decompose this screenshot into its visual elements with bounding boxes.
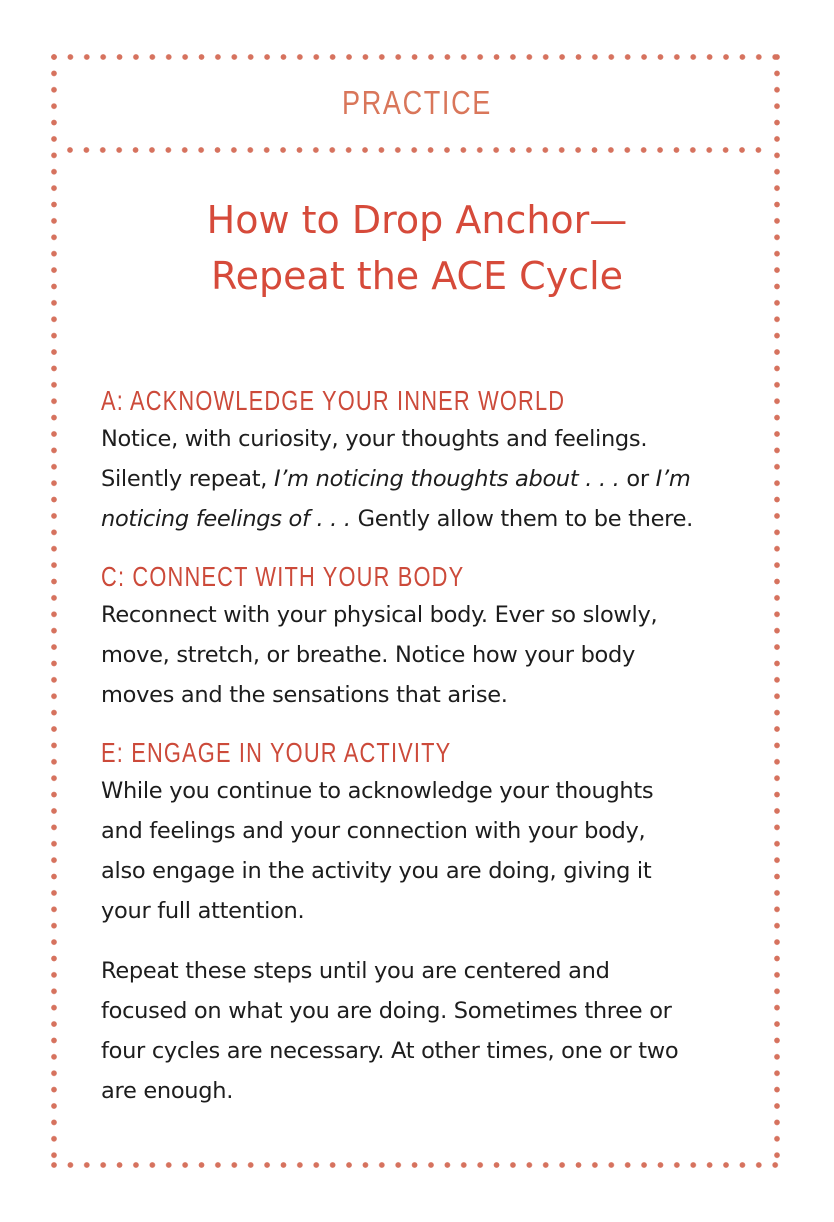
border-separator <box>67 147 769 153</box>
section-heading: E: ENGAGE IN YOUR ACTIVITY <box>101 737 452 768</box>
title-line: Repeat the ACE Cycle <box>210 254 624 298</box>
body-line: While you continue to acknowledge your thoughts <box>101 778 654 804</box>
italic-phrase: noticing feelings of . . . <box>101 506 351 532</box>
italic-phrase: I’m noticing thoughts about . . . <box>273 466 620 492</box>
body-line: four cycles are necessary. At other times, one or two <box>101 1038 679 1064</box>
border-bottom <box>51 1162 785 1168</box>
section-heading: C: CONNECT WITH YOUR BODY <box>101 561 465 592</box>
card-title <box>0 192 834 304</box>
card-label: PRACTICE <box>342 84 492 121</box>
title-line: How to Drop Anchor— <box>206 198 628 242</box>
body-line: Reconnect with your physical body. Ever so slowly, <box>101 602 658 628</box>
italic-phrase: I’m <box>655 466 691 492</box>
section-engage <box>101 735 761 931</box>
card-content <box>101 383 761 1131</box>
border-top <box>51 54 785 60</box>
body-line: and feelings and your connection with your body, <box>101 818 646 844</box>
section-connect <box>101 559 761 715</box>
body-line: Silently repeat, I’m noticing thoughts about . . . or I’m <box>101 466 691 492</box>
body-line: also engage in the activity you are doing, giving it <box>101 858 652 884</box>
body-line: noticing feelings of . . . Gently allow them to be there. <box>101 506 693 532</box>
body-line: Notice, with curiosity, your thoughts and feelings. <box>101 426 648 452</box>
body-line: your full attention. <box>101 898 305 924</box>
section-heading: A: ACKNOWLEDGE YOUR INNER WORLD <box>101 385 566 416</box>
body-line: focused on what you are doing. Sometimes three or <box>101 998 672 1024</box>
body-line: are enough. <box>101 1078 234 1104</box>
body-line: Repeat these steps until you are centered and <box>101 958 610 984</box>
closing-paragraph <box>101 951 761 1111</box>
section-acknowledge <box>101 383 761 539</box>
body-line: move, stretch, or breathe. Notice how your body <box>101 642 636 668</box>
body-line: moves and the sensations that arise. <box>101 682 508 708</box>
